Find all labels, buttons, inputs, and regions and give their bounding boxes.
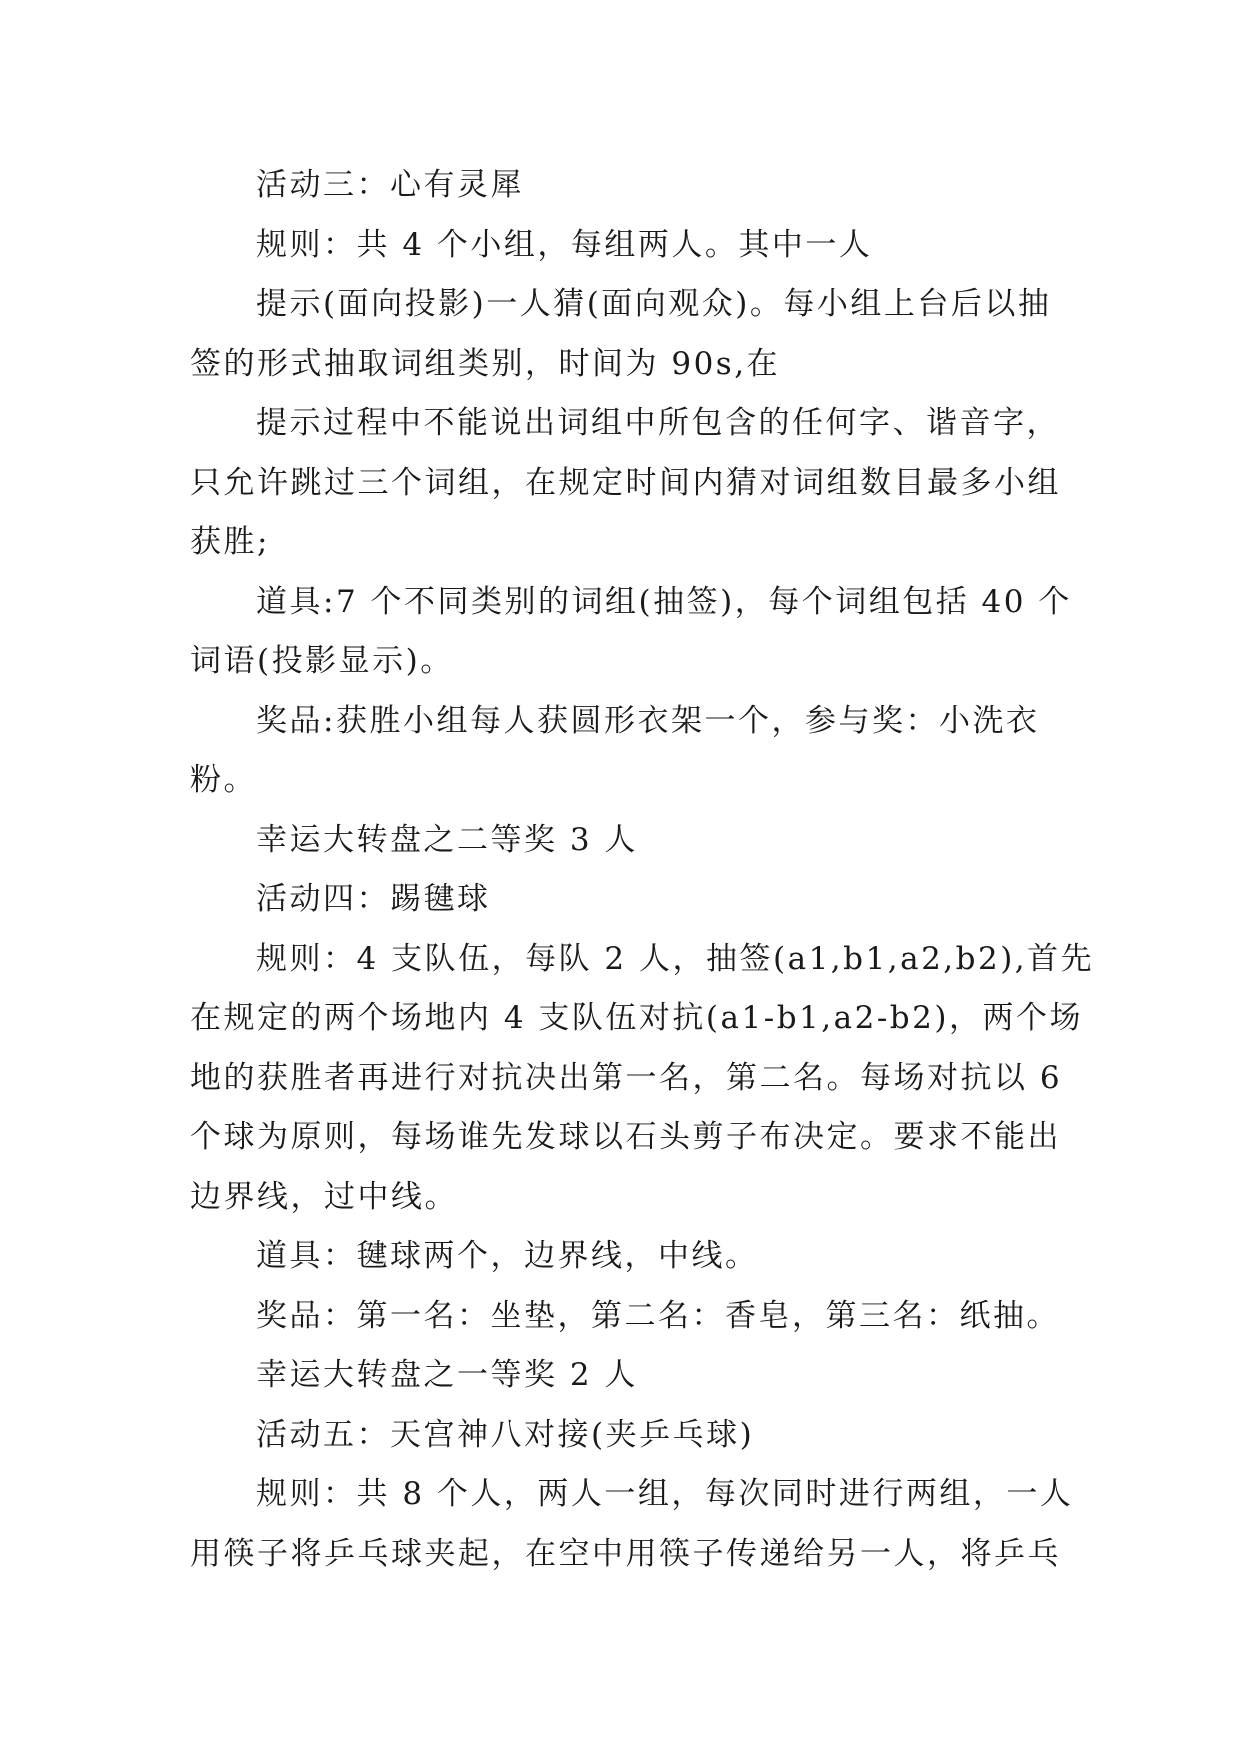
text-line: 个球为原则，每场谁先发球以石头剪子布决定。要求不能出 (190, 1119, 1061, 1155)
text-line: 奖品:获胜小组每人获圆形衣架一个，参与奖：小洗衣 (256, 702, 1040, 739)
text-line: 规则：4 支队伍，每队 2 人，抽签(a1,b1,a2,b2),首先 (256, 940, 1095, 977)
text-line: 词语(投影显示)。 (190, 643, 454, 679)
text-line: 只允许跳过三个词组，在规定时间内猜对词组数目最多小组 (190, 464, 1061, 501)
text-line: 获胜; (190, 524, 270, 560)
text-line: 幸运大转盘之二等奖 3 人 (256, 821, 638, 858)
text-line: 活动四：踢毽球 (256, 881, 491, 917)
text-line: 边界线，过中线。 (190, 1178, 458, 1215)
text-line: 规则：共 4 个小组，每组两人。其中一人 (256, 226, 873, 263)
text-line: 奖品：第一名：坐垫，第二名：香皂，第三名：纸抽。 (256, 1297, 1060, 1334)
text-line: 活动五：天宫神八对接(夹乒乓球) (256, 1416, 755, 1453)
text-line: 幸运大转盘之一等奖 2 人 (256, 1357, 638, 1393)
text-line: 道具:7 个不同类别的词组(抽签)，每个词组包括 40 个 (256, 583, 1072, 620)
text-line: 在规定的两个场地内 4 支队伍对抗(a1-b1,a2-b2)，两个场 (190, 1000, 1083, 1036)
document-body (190, 156, 1095, 1584)
text-line: 道具：毽球两个，边界线，中线。 (256, 1238, 759, 1274)
text-line: 规则：共 8 个人，两人一组，每次同时进行两组，一人 (256, 1476, 1074, 1512)
text-line: 签的形式抽取词组类别，时间为 90s,在 (190, 345, 781, 382)
text-line: 提示过程中不能说出词组中所包含的任何字、谐音字， (256, 405, 1060, 441)
text-line: 地的获胜者再进行对抗决出第一名，第二名。每场对抗以 6 (190, 1059, 1063, 1096)
text-line: 粉。 (190, 762, 257, 798)
text-line: 用筷子将乒乓球夹起，在空中用筷子传递给另一人，将乒乓 (190, 1535, 1061, 1572)
text-line: 提示(面向投影)一人猜(面向观众)。每小组上台后以抽 (256, 286, 1052, 322)
text-line: 活动三：心有灵犀 (256, 167, 524, 203)
